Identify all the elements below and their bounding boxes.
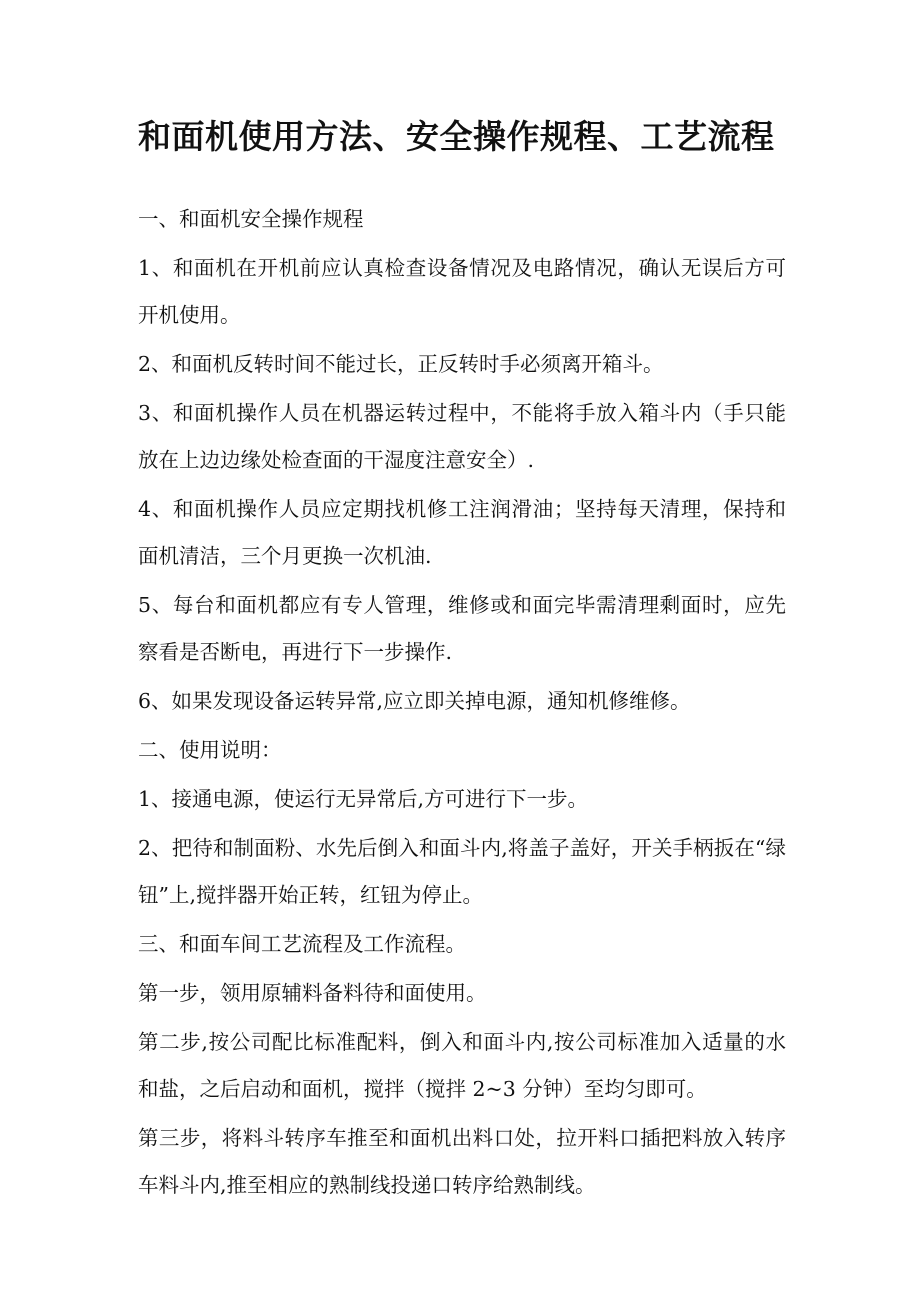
section-heading-safety: 一、和面机安全操作规程 [138, 207, 364, 231]
section-heading-process: 三、和面车间工艺流程及工作流程。 [138, 932, 466, 956]
section-heading-usage: 二、使用说明： [138, 738, 282, 762]
document-page [138, 112, 786, 1211]
paragraph: 4、和面机操作人员应定期找机修工注润滑油；坚持每天清理，保持和面机清洁，三个月更换一次机油. [138, 497, 786, 568]
paragraph: 5、每台和面机都应有专人管理，维修或和面完毕需清理剩面时，应先察看是否断电，再进行下一步操作. [138, 593, 786, 664]
paragraph: 3、和面机操作人员在机器运转过程中，不能将手放入箱斗内（手只能放在上边边缘处检查面的干湿度注意安全）. [138, 401, 786, 472]
paragraph: 第三步，将料斗转序车推至和面机出料口处，拉开料口插把料放入转序车料斗内,推至相应的熟制线投递口转序给熟制线。 [138, 1126, 786, 1197]
paragraph: 第一步，领用原辅料备料待和面使用。 [138, 981, 487, 1005]
paragraph: 2、和面机反转时间不能过长，正反转时手必须离开箱斗。 [138, 352, 664, 376]
paragraph: 6、如果发现设备运转异常,应立即关掉电源，通知机修维修。 [138, 689, 691, 713]
paragraph: 1、和面机在开机前应认真检查设备情况及电路情况，确认无误后方可开机使用。 [138, 256, 786, 327]
paragraph: 1、接通电源，使运行无异常后,方可进行下一步。 [138, 787, 589, 811]
paragraph: 2、把待和制面粉、水先后倒入和面斗内,将盖子盖好，开关手柄扳在“绿钮”上,搅拌器开始正转，红钮为停止。 [138, 836, 786, 907]
document-body [138, 196, 786, 1209]
paragraph: 第二步,按公司配比标准配料，倒入和面斗内,按公司标准加入适量的水和盐，之后启动和面机，搅拌（搅拌 2~3 分钟）至均匀即可。 [138, 1030, 786, 1101]
document-title: 和面机使用方法、安全操作规程、工艺流程 [138, 117, 775, 156]
